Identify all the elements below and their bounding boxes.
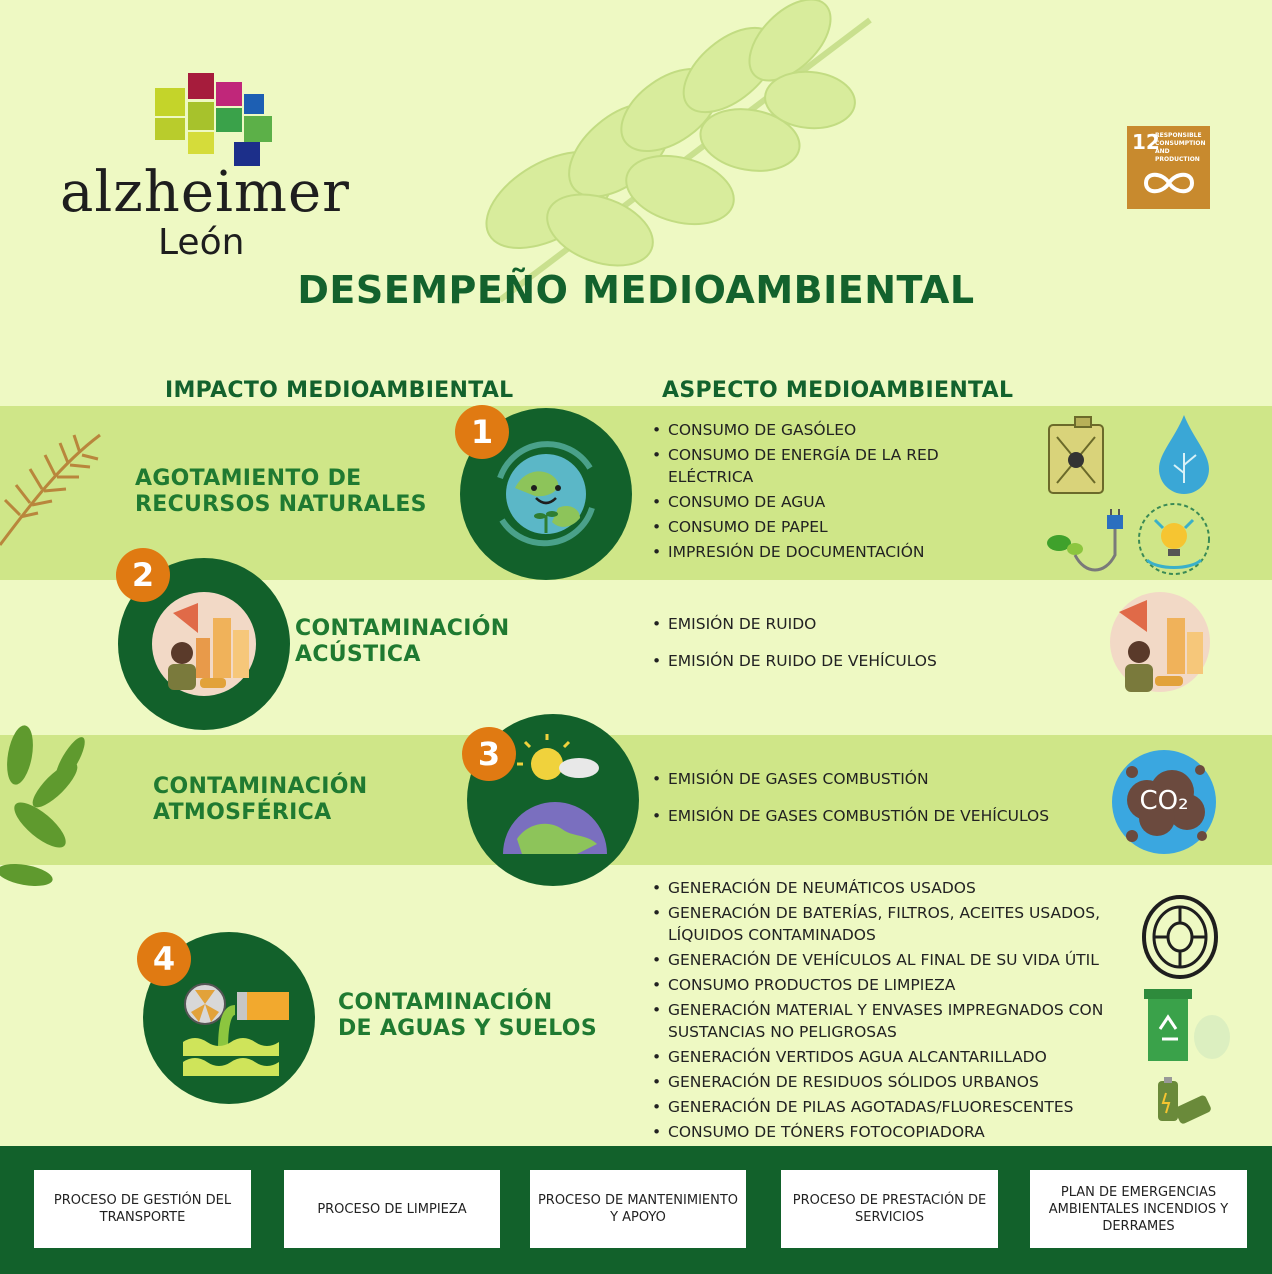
impact-1-title-line2: RECURSOS NATURALES bbox=[135, 492, 427, 517]
aspect-item: • EMISIÓN DE GASES COMBUSTIÓN DE VEHÍCULOS bbox=[652, 805, 1092, 827]
impact-column-header: IMPACTO MEDIOAMBIENTAL bbox=[165, 378, 514, 403]
impact-2-number: 2 bbox=[116, 548, 170, 602]
sdg-number: 12 bbox=[1132, 130, 1160, 154]
impact-2-title bbox=[295, 616, 509, 668]
impact-1-title bbox=[135, 466, 427, 518]
recycle-bin-icon bbox=[1142, 985, 1232, 1063]
sdg-badge bbox=[1127, 126, 1210, 209]
impact-1-aspects bbox=[652, 419, 972, 566]
process-emergency-plan: PLAN DE EMERGENCIAS AMBIENTALES INCENDIOS Y DERRAMES bbox=[1030, 1170, 1247, 1248]
impact-3-title-line1: CONTAMINACIÓN bbox=[153, 774, 368, 799]
sdg-text: RESPONSIBLE CONSUMPTION AND PRODUCTION bbox=[1155, 132, 1206, 163]
impact-1-title-line1: AGOTAMIENTO DE bbox=[135, 466, 362, 491]
aspect-item: • EMISIÓN DE GASES COMBUSTIÓN bbox=[652, 768, 1092, 790]
impact-3-aspects bbox=[652, 768, 1092, 830]
aspect-item: • IMPRESIÓN DE DOCUMENTACIÓN bbox=[652, 541, 972, 563]
aspect-item: • EMISIÓN DE RUIDO DE VEHÍCULOS bbox=[652, 650, 1072, 672]
page-title: DESEMPEÑO MEDIOAMBIENTAL bbox=[297, 268, 975, 312]
aspect-item: • CONSUMO PRODUCTOS DE LIMPIEZA bbox=[652, 974, 1122, 996]
aspect-item: • CONSUMO DE TÓNERS FOTOCOPIADORA bbox=[652, 1121, 1122, 1143]
aspect-item: • CONSUMO DE PAPEL bbox=[652, 516, 972, 538]
aspect-item: • EMISIÓN DE RUIDO bbox=[652, 613, 1072, 635]
logo-mosaic-icon bbox=[150, 68, 280, 168]
eco-plug-icon bbox=[1045, 505, 1130, 577]
impact-4-title-line1: CONTAMINACIÓN bbox=[338, 990, 553, 1015]
tire-icon bbox=[1140, 894, 1220, 980]
impact-4-number: 4 bbox=[137, 932, 191, 986]
process-services: PROCESO DE PRESTACIÓN DE SERVICIOS bbox=[781, 1170, 998, 1248]
aspect-item: • CONSUMO DE ENERGÍA DE LA RED ELÉCTRICA bbox=[652, 444, 972, 488]
process-maintenance: PROCESO DE MANTENIMIENTO Y APOYO bbox=[530, 1170, 746, 1248]
impact-2-title-line2: ACÚSTICA bbox=[295, 642, 421, 667]
aspect-item: • CONSUMO DE AGUA bbox=[652, 491, 972, 513]
aspect-item: • CONSUMO DE GASÓLEO bbox=[652, 419, 972, 441]
noise-person-icon bbox=[1105, 588, 1215, 696]
aspect-item: • GENERACIÓN DE PILAS AGOTADAS/FLUORESCENTES bbox=[652, 1096, 1122, 1118]
aspect-item: • GENERACIÓN DE VEHÍCULOS AL FINAL DE SU VIDA ÚTIL bbox=[652, 949, 1122, 971]
aspect-item: • GENERACIÓN MATERIAL Y ENVASES IMPREGNADOS CON SUSTANCIAS NO PELIGROSAS bbox=[652, 999, 1122, 1043]
water-drop-icon bbox=[1155, 413, 1213, 497]
impact-3-title-line2: ATMOSFÉRICA bbox=[153, 800, 332, 825]
brand-name: alzheimer bbox=[60, 160, 350, 225]
aspect-column-header: ASPECTO MEDIOAMBIENTAL bbox=[662, 378, 1014, 403]
infinity-icon bbox=[1140, 168, 1198, 198]
co2-icon bbox=[1112, 750, 1216, 854]
brand-city: León bbox=[158, 222, 245, 263]
aspect-item: • GENERACIÓN DE NEUMÁTICOS USADOS bbox=[652, 877, 1122, 899]
fern-decoration-top bbox=[0, 405, 110, 555]
impact-3-number: 3 bbox=[462, 727, 516, 781]
aspect-item: • GENERACIÓN DE RESIDUOS SÓLIDOS URBANOS bbox=[652, 1071, 1122, 1093]
aspect-item: • GENERACIÓN VERTIDOS AGUA ALCANTARILLADO bbox=[652, 1046, 1122, 1068]
impact-2-aspects bbox=[652, 613, 1072, 675]
energy-ideas-icon bbox=[1135, 500, 1213, 578]
leaf-decoration-left bbox=[0, 715, 100, 890]
impact-3-title bbox=[153, 774, 367, 826]
aspect-item: • GENERACIÓN DE BATERÍAS, FILTROS, ACEITES USADOS, LÍQUIDOS CONTAMINADOS bbox=[652, 902, 1122, 946]
co2-label: CO₂ bbox=[1139, 786, 1189, 816]
process-cleaning: PROCESO DE LIMPIEZA bbox=[284, 1170, 500, 1248]
impact-4-title-line2: DE AGUAS Y SUELOS bbox=[338, 1016, 597, 1041]
impact-2-title-line1: CONTAMINACIÓN bbox=[295, 616, 510, 641]
impact-1-number: 1 bbox=[455, 405, 509, 459]
impact-4-aspects bbox=[652, 877, 1122, 1146]
impact-4-title bbox=[338, 990, 597, 1042]
batteries-icon bbox=[1152, 1075, 1212, 1137]
process-transport: PROCESO DE GESTIÓN DEL TRANSPORTE bbox=[34, 1170, 251, 1248]
fuel-can-icon bbox=[1045, 415, 1107, 497]
